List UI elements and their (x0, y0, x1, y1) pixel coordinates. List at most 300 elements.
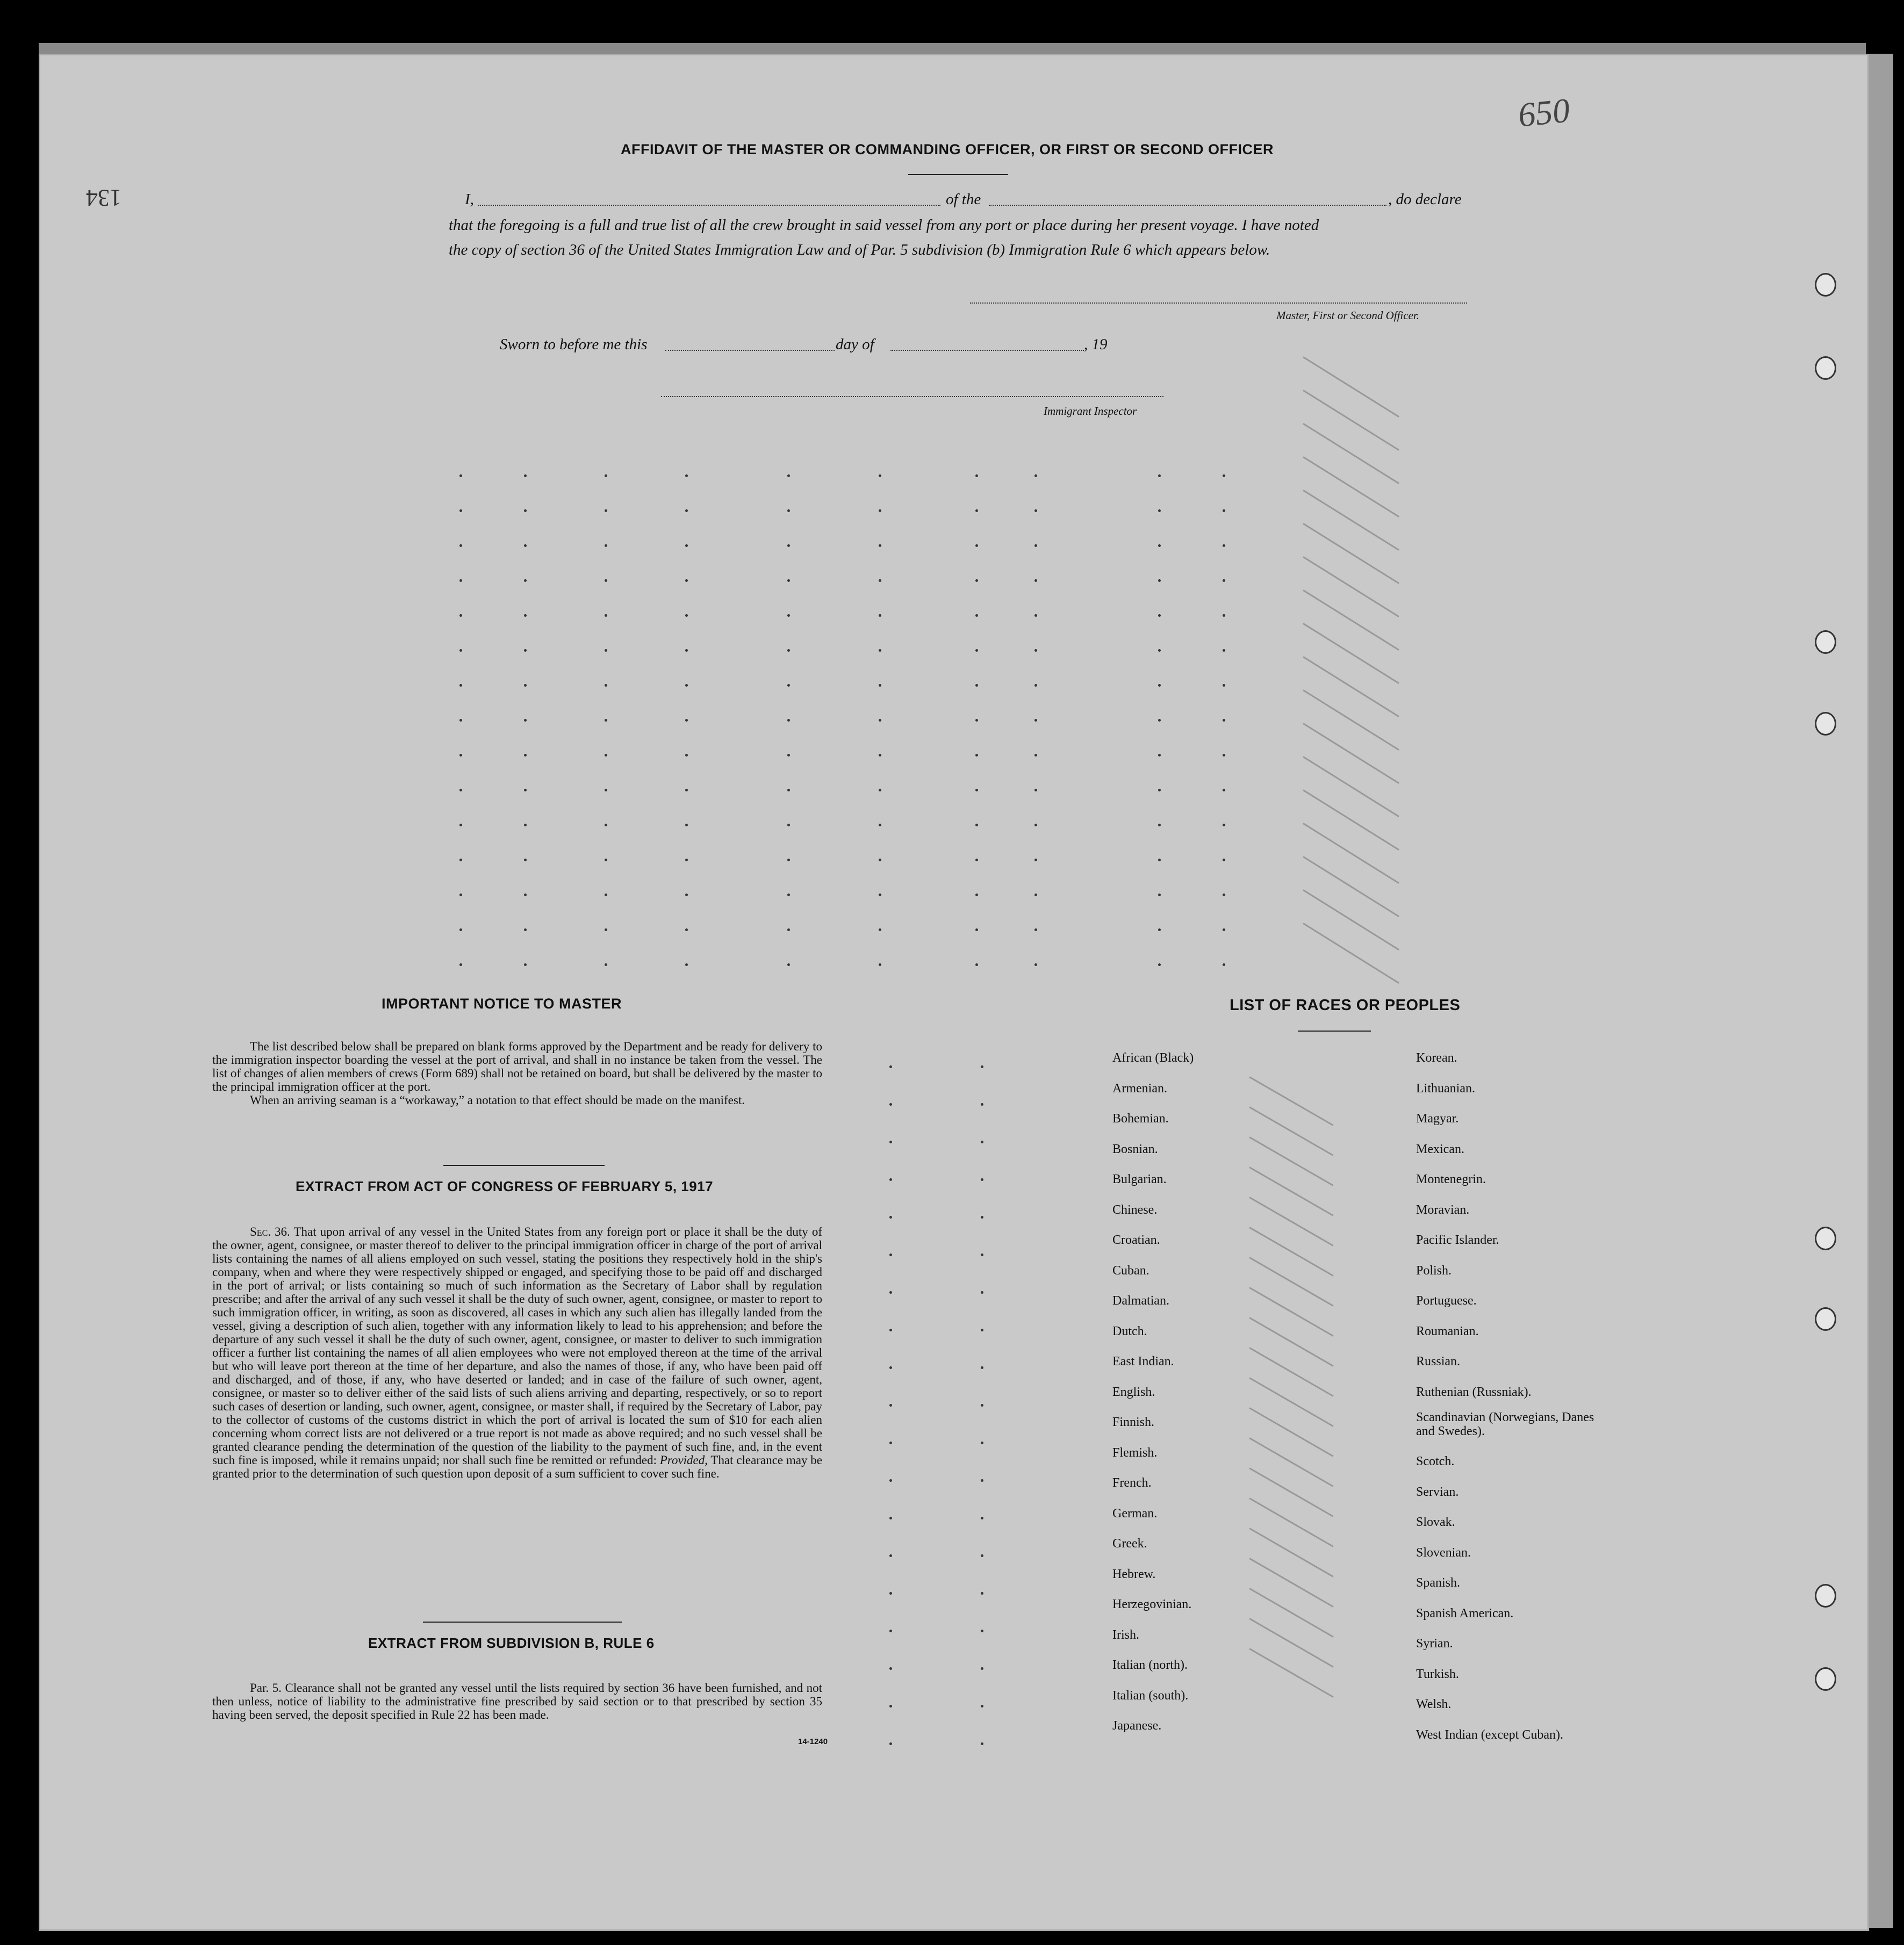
guide-dot (1223, 474, 1225, 477)
declare-text: , do declare (1388, 191, 1462, 208)
guide-dot (889, 1592, 892, 1595)
pencil-stroke (1249, 1377, 1333, 1427)
guide-dot (879, 649, 881, 652)
pencil-stroke (1249, 1618, 1333, 1668)
pencil-stroke (1303, 523, 1399, 584)
race-item: Dutch. (1112, 1324, 1147, 1338)
guide-dot (1223, 684, 1225, 687)
race-item: East Indian. (1112, 1355, 1174, 1368)
affidavit-line-3: the copy of section 36 of the United States Immigration Law and of Par. 5 subdivision (b) Immigration Rule 6 which appears below. (449, 241, 1270, 258)
guide-dot (1034, 859, 1037, 861)
guide-dot (605, 544, 607, 547)
guide-dot (787, 544, 790, 547)
races-list-left (1112, 1043, 1194, 1741)
race-item: Scotch. (1416, 1454, 1455, 1468)
guide-dot (459, 684, 462, 687)
guide-dot (1223, 789, 1225, 791)
race-item: Dalmatian. (1112, 1294, 1169, 1308)
guide-dot (605, 509, 607, 512)
guide-dot (1158, 474, 1161, 477)
guide-dot (889, 1479, 892, 1482)
guide-dot (981, 1216, 983, 1219)
guide-dot (975, 474, 978, 477)
page-stack-edge (1867, 54, 1893, 1928)
guide-dot (1034, 754, 1037, 757)
guide-dot (981, 1705, 983, 1708)
guide-dot (981, 1742, 983, 1745)
guide-dot (1223, 754, 1225, 757)
guide-dot (787, 719, 790, 722)
guide-dot (981, 1667, 983, 1670)
guide-dot (975, 719, 978, 722)
binder-hole (1815, 630, 1836, 654)
extract-act-title: EXTRACT FROM ACT OF CONGRESS OF FEBRUARY 5, 1917 (296, 1178, 714, 1194)
guide-dot (1158, 509, 1161, 512)
pencil-stroke (1249, 1588, 1333, 1638)
guide-dot (787, 894, 790, 896)
guide-dot (685, 544, 688, 547)
pencil-stroke (1249, 1317, 1333, 1367)
race-item: Italian (north). (1112, 1658, 1188, 1672)
guide-dot (889, 1141, 892, 1143)
guide-dot (605, 719, 607, 722)
guide-dot (685, 474, 688, 477)
guide-dot (787, 928, 790, 931)
pencil-stroke (1303, 823, 1399, 884)
guide-dot (787, 789, 790, 791)
pencil-stroke (1249, 1347, 1333, 1397)
guide-dot (605, 684, 607, 687)
race-item: Spanish. (1416, 1576, 1461, 1590)
guide-dot (879, 474, 881, 477)
guide-dot (981, 1442, 983, 1444)
guide-dot (459, 509, 462, 512)
notice-divider (443, 1165, 605, 1166)
sworn-label: Sworn to before me this (500, 336, 648, 353)
guide-dot (685, 684, 688, 687)
guide-dot (879, 928, 881, 931)
guide-dot (685, 649, 688, 652)
guide-dot (889, 1667, 892, 1670)
guide-dot (975, 649, 978, 652)
guide-dot (981, 1517, 983, 1519)
guide-dot (981, 1141, 983, 1143)
race-item: Scandinavian (Norwegians, Danes and Swedes). (1416, 1410, 1594, 1438)
pencil-stroke (1249, 1257, 1333, 1307)
guide-dot (787, 859, 790, 861)
guide-dot (605, 824, 607, 826)
guide-dot (975, 614, 978, 617)
guide-dot (975, 684, 978, 687)
guide-dot (889, 1103, 892, 1106)
guide-dot (889, 1705, 892, 1708)
guide-dot (459, 544, 462, 547)
guide-dot (685, 754, 688, 757)
notice-paragraph-1: The list described below shall be prepared on blank forms approved by the Department and be ready for delivery to the immigration inspector boarding the vessel at the port of arrival, and shall in no instance be taken from the vessel. The list of changes of alien members of crews (Form 689) shall not be retained on board, but shall be delivered by the master to the principal immigration officer at the port. (212, 1040, 822, 1093)
race-item: Welsh. (1416, 1697, 1452, 1711)
binder-hole (1815, 1227, 1836, 1250)
guide-dot (787, 579, 790, 582)
pencil-stroke (1303, 589, 1399, 651)
pencil-stroke (1249, 1227, 1333, 1277)
declare-i: I, (465, 191, 474, 208)
race-item: Bohemian. (1112, 1112, 1169, 1126)
race-item: Bulgarian. (1112, 1172, 1167, 1186)
guide-dot (1034, 649, 1037, 652)
guide-dot (685, 789, 688, 791)
pencil-stroke (1249, 1437, 1333, 1487)
guide-dot (524, 754, 527, 757)
guide-dot (459, 614, 462, 617)
sworn-month-blank (890, 350, 1084, 351)
guide-dot (879, 719, 881, 722)
guide-dot (889, 1554, 892, 1557)
guide-dot (787, 754, 790, 757)
races-list-right (1416, 1043, 1610, 1750)
race-item: Italian (south). (1112, 1688, 1189, 1703)
pencil-stroke (1303, 423, 1399, 484)
guide-dot (879, 963, 881, 966)
handwritten-note: 650 (1516, 91, 1572, 134)
guide-dot (889, 1254, 892, 1256)
race-item: Roumanian. (1416, 1324, 1479, 1338)
race-item: English. (1112, 1385, 1155, 1399)
margin-note: 134 (86, 185, 121, 211)
pencil-stroke (1303, 923, 1399, 984)
pencil-stroke (1303, 356, 1399, 417)
master-signature-line (970, 302, 1467, 304)
pencil-stroke (1303, 689, 1399, 751)
race-item: German. (1112, 1506, 1158, 1521)
guide-dot (879, 509, 881, 512)
provided-word: Provided, (659, 1453, 708, 1467)
guide-dot (1223, 544, 1225, 547)
guide-dot (879, 754, 881, 757)
guide-dot (1223, 963, 1225, 966)
race-item: Armenian. (1112, 1081, 1167, 1096)
guide-dot (981, 1103, 983, 1106)
guide-dot (975, 579, 978, 582)
extract-rule-title: EXTRACT FROM SUBDIVISION B, RULE 6 (368, 1635, 655, 1651)
race-item: Spanish American. (1416, 1606, 1514, 1620)
guide-dot (459, 579, 462, 582)
race-item: Finnish. (1112, 1415, 1155, 1429)
guide-dot (1034, 963, 1037, 966)
guide-dot (787, 614, 790, 617)
guide-dot (879, 684, 881, 687)
pencil-stroke (1303, 789, 1399, 851)
affidavit-line-2: that the foregoing is a full and true list of all the crew brought in said vessel from any port or place during her present voyage. I have noted (449, 217, 1319, 234)
guide-dot (889, 1517, 892, 1519)
guide-dot (981, 1291, 983, 1294)
guide-dot (685, 719, 688, 722)
guide-dot (975, 544, 978, 547)
guide-dot (459, 754, 462, 757)
pencil-stroke (1303, 390, 1399, 451)
race-item: Cuban. (1112, 1263, 1149, 1278)
guide-dot (1034, 614, 1037, 617)
guide-dot (524, 614, 527, 617)
race-item: Russian. (1416, 1355, 1461, 1368)
guide-dot (975, 754, 978, 757)
guide-dot (1158, 824, 1161, 826)
guide-dot (685, 614, 688, 617)
section-36-text: That upon arrival of any vessel in the United States from any foreign port or place it shall be the duty of the owner, agent, consignee, or master thereof to deliver to the principal immigration officer in charge of the port of arrival lists containing the names of all aliens employed on such vessel, stating the positions they respectively hold in the ship's company, when and where they were respectively shipped or engaged, and specifying those to be paid off and discharged in the port of arrival; or lists containing so much of such information as the Secretary of Labor shall by regulation prescribe; and after the arrival of any such vessel it shall be the duty of such owner, agent, consignee, or master to report to such immigration officer, in writing, as soon as discovered, all cases in which any such alien has illegally landed from the vessel, giving a description of such alien, together with any information likely to lead to his apprehension; and before the departure of any such vessel it shall be the duty of such owner, agent, consignee, or master to deliver to such immigration officer a further list containing the names of all alien employees who were not employed thereon at the time of the arrival but who will leave port thereon at the time of her departure, and also the names of those, if any, who have been paid off and discharged, and of those, if any, who have deserted or landed; and in case of the failure of such owner, agent, consignee, or master so to deliver either of the said lists of such aliens arriving and departing, respectively, or so to report such cases of desertion or landing, such owner, agent, consignee, or master shall, if required by the Secretary of Labor, pay to the collector of customs of the customs district in which the port of arrival is located the sum of $10 for each alien concerning whom correct lists are not delivered or a true report is not made as above required; and no such vessel shall be granted clearance pending the determination of the question of the liability to the payment of such fine, and, in the event such fine is imposed, while it remains unpaid; nor shall such fine be remitted or refunded: (212, 1225, 822, 1467)
guide-dot (975, 928, 978, 931)
guide-dot (981, 1630, 983, 1632)
document-sheet (39, 54, 1869, 1931)
guide-dot (1034, 509, 1037, 512)
guide-dot (459, 928, 462, 931)
races-title: LIST OF RACES OR PEOPLES (1230, 997, 1461, 1014)
binder-hole (1815, 1307, 1836, 1331)
pencil-stroke (1249, 1558, 1333, 1608)
guide-dot (1223, 824, 1225, 826)
guide-dot (879, 894, 881, 896)
guide-dot (1158, 684, 1161, 687)
pencil-stroke (1249, 1497, 1333, 1547)
guide-dot (981, 1178, 983, 1181)
guide-dot (524, 789, 527, 791)
pencil-stroke (1249, 1407, 1333, 1457)
guide-dot (1158, 859, 1161, 861)
inspector-signature-line (661, 396, 1163, 397)
binder-hole (1815, 1667, 1836, 1691)
binder-hole (1815, 1584, 1836, 1608)
pencil-stroke (1303, 756, 1399, 817)
guide-dot (685, 859, 688, 861)
guide-dot (459, 824, 462, 826)
race-item: Syrian. (1416, 1637, 1453, 1651)
guide-dot (605, 928, 607, 931)
notice-paragraph-2: When an arriving seaman is a “workaway,” a notation to that effect should be made on the manifest. (250, 1093, 745, 1107)
guide-dot (975, 824, 978, 826)
pencil-stroke (1249, 1076, 1333, 1126)
extract-act-text (212, 1225, 822, 1480)
guide-dot (981, 1592, 983, 1595)
race-item: Ruthenian (Russniak). (1416, 1385, 1532, 1399)
guide-dot (889, 1216, 892, 1219)
pencil-stroke (1249, 1287, 1333, 1337)
guide-dot (981, 1366, 983, 1369)
section-36-text-end: That clearance may be granted prior to the determination of such question upon deposit of a sum sufficient to cover such fine. (212, 1453, 822, 1480)
pencil-stroke (1249, 1106, 1333, 1156)
guide-dot (1158, 894, 1161, 896)
guide-dot (605, 579, 607, 582)
guide-dot (975, 894, 978, 896)
guide-dot (524, 649, 527, 652)
race-item: Hebrew. (1112, 1567, 1156, 1581)
guide-dot (981, 1479, 983, 1482)
guide-dot (1223, 928, 1225, 931)
guide-dot (685, 824, 688, 826)
guide-dot (685, 894, 688, 896)
guide-dot (1158, 579, 1161, 582)
guide-dot (1223, 719, 1225, 722)
guide-dot (1034, 824, 1037, 826)
guide-dot (605, 894, 607, 896)
guide-dot (879, 859, 881, 861)
guide-dot (879, 614, 881, 617)
pencil-stroke (1303, 723, 1399, 784)
race-item: Korean. (1416, 1051, 1457, 1065)
guide-dot (1034, 894, 1037, 896)
guide-dot (524, 894, 527, 896)
guide-dot (524, 684, 527, 687)
guide-dot (1034, 474, 1037, 477)
race-item: Japanese. (1112, 1719, 1162, 1733)
guide-dot (889, 1366, 892, 1369)
guide-dot (889, 1630, 892, 1632)
guide-dot (605, 649, 607, 652)
extract-act-divider (423, 1622, 622, 1623)
guide-dot (524, 474, 527, 477)
guide-dot (605, 474, 607, 477)
guide-dot (459, 963, 462, 966)
race-item: Lithuanian. (1416, 1081, 1475, 1096)
race-item: Bosnian. (1112, 1142, 1158, 1156)
name-blank (478, 205, 940, 206)
rule-paragraph: Par. 5. Clearance shall not be granted any vessel until the lists required by section 36 have been furnished, and not then unless, notice of liability to the administrative fine prescribed by said section or to that prescribed by section 35 having been served, the deposit specified in Rule 22 has been made. (212, 1681, 822, 1721)
guide-dot (524, 509, 527, 512)
guide-dot (605, 963, 607, 966)
race-item: Turkish. (1416, 1667, 1459, 1681)
guide-dot (889, 1178, 892, 1181)
affidavit-title-underline (908, 174, 1008, 175)
race-item: Montenegrin. (1416, 1172, 1486, 1186)
vessel-blank (989, 205, 1386, 206)
guide-dot (787, 684, 790, 687)
guide-dot (787, 474, 790, 477)
race-item: Chinese. (1112, 1202, 1158, 1217)
guide-dot (879, 579, 881, 582)
guide-dot (459, 789, 462, 791)
guide-dot (1034, 579, 1037, 582)
guide-dot (524, 824, 527, 826)
guide-dot (605, 859, 607, 861)
guide-dot (1223, 649, 1225, 652)
section-label: Sec. 36. (250, 1225, 290, 1238)
guide-dot (524, 928, 527, 931)
guide-dot (981, 1329, 983, 1331)
guide-dot (975, 789, 978, 791)
guide-dot (787, 509, 790, 512)
guide-dot (1158, 963, 1161, 966)
guide-dot (524, 579, 527, 582)
race-item: Herzegovinian. (1112, 1597, 1192, 1611)
guide-dot (685, 928, 688, 931)
guide-dot (975, 963, 978, 966)
guide-dot (1034, 544, 1037, 547)
pencil-stroke (1303, 856, 1399, 917)
guide-dot (889, 1329, 892, 1331)
guide-dot (1158, 614, 1161, 617)
guide-dot (524, 963, 527, 966)
guide-dot (1158, 754, 1161, 757)
guide-dot (605, 754, 607, 757)
pencil-stroke (1303, 489, 1399, 551)
race-item: Moravian. (1416, 1202, 1470, 1217)
guide-dot (975, 859, 978, 861)
master-label: Master, First or Second Officer. (1276, 309, 1419, 322)
guide-dot (787, 824, 790, 826)
guide-dot (459, 474, 462, 477)
guide-dot (889, 1404, 892, 1407)
pencil-stroke (1249, 1648, 1333, 1698)
guide-dot (787, 963, 790, 966)
guide-dot (981, 1065, 983, 1068)
guide-dot (889, 1065, 892, 1068)
pencil-stroke (1249, 1166, 1333, 1216)
race-item: African (Black) (1112, 1051, 1194, 1065)
guide-dot (605, 789, 607, 791)
guide-dot (685, 963, 688, 966)
race-item: Mexican. (1416, 1142, 1464, 1156)
sworn-day-blank (665, 350, 835, 351)
affidavit-title: AFFIDAVIT OF THE MASTER OR COMMANDING OFFICER, OR FIRST OR SECOND OFFICER (621, 141, 1274, 157)
guide-dot (889, 1742, 892, 1745)
declare-of-the: of the (946, 191, 981, 208)
guide-dot (981, 1404, 983, 1407)
guide-dot (524, 719, 527, 722)
race-item: Magyar. (1416, 1112, 1459, 1126)
pencil-stroke (1249, 1136, 1333, 1186)
race-item: Croatian. (1112, 1233, 1160, 1247)
guide-dot (1223, 894, 1225, 896)
guide-dot (1223, 859, 1225, 861)
races-title-underline (1298, 1031, 1371, 1032)
pencil-stroke (1249, 1197, 1333, 1247)
guide-dot (1034, 684, 1037, 687)
race-item: Slovak. (1416, 1515, 1455, 1529)
binder-hole (1815, 273, 1836, 297)
guide-dot (685, 509, 688, 512)
guide-dot (1223, 509, 1225, 512)
race-item: French. (1112, 1476, 1152, 1490)
guide-dot (1158, 719, 1161, 722)
inspector-label: Immigrant Inspector (1044, 405, 1137, 417)
extract-rule-text (212, 1681, 822, 1721)
day-of-label: day of (836, 336, 874, 353)
race-item: Pacific Islander. (1416, 1233, 1499, 1247)
guide-dot (685, 579, 688, 582)
race-item: Slovenian. (1416, 1545, 1471, 1560)
guide-dot (981, 1254, 983, 1256)
guide-dot (879, 824, 881, 826)
binder-hole (1815, 712, 1836, 736)
guide-dot (889, 1442, 892, 1444)
guide-dot (605, 614, 607, 617)
notice-title: IMPORTANT NOTICE TO MASTER (382, 996, 622, 1012)
guide-dot (879, 789, 881, 791)
pencil-stroke (1303, 656, 1399, 717)
pencil-stroke (1303, 556, 1399, 617)
race-item: Servian. (1416, 1485, 1459, 1499)
guide-dot (1223, 579, 1225, 582)
guide-dot (889, 1291, 892, 1294)
pencil-stroke (1249, 1528, 1333, 1577)
pencil-stroke (1303, 456, 1399, 517)
pencil-stroke (1303, 889, 1399, 950)
guide-dot (1034, 789, 1037, 791)
notice-text (212, 1040, 822, 1107)
race-item: Flemish. (1112, 1445, 1158, 1460)
guide-dot (1223, 614, 1225, 617)
guide-dot (787, 649, 790, 652)
guide-dot (459, 859, 462, 861)
race-item: West Indian (except Cuban). (1416, 1727, 1563, 1742)
year-label: , 19 (1084, 336, 1108, 353)
